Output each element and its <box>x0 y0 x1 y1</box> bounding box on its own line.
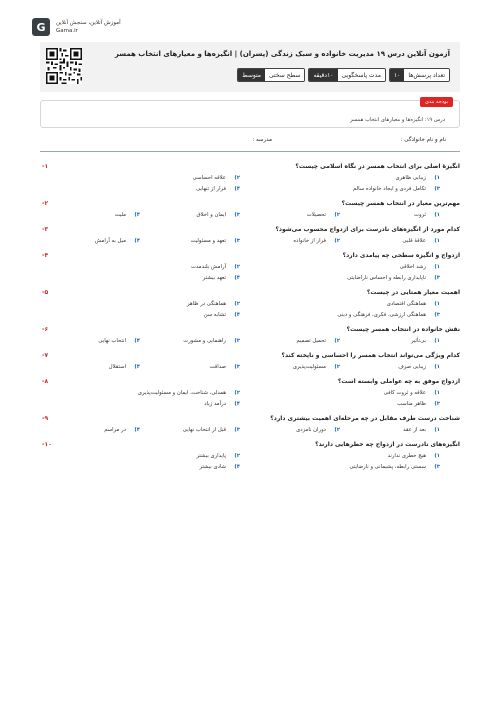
answer-option[interactable] <box>40 261 240 272</box>
brand[interactable] <box>32 18 121 36</box>
notice-badge: بودجه بندی <box>420 97 453 107</box>
option-number: ۱) <box>434 237 440 244</box>
meta-value: متوسط <box>238 69 265 81</box>
answer-option[interactable] <box>40 461 240 472</box>
question-line <box>40 323 460 335</box>
option-number: ۳) <box>234 337 240 344</box>
option-list <box>40 335 460 346</box>
school-label: مدرسه : <box>252 137 272 143</box>
question-text: کدام ویژگی می‌تواند انتخاب همسر را احساسی و ناپخته کند؟ <box>281 351 460 359</box>
meta-value: ۱۰دقیقه <box>309 69 337 81</box>
question-number: ۶- <box>42 325 49 333</box>
question-number: ۲- <box>42 199 49 207</box>
option-list <box>40 261 460 283</box>
answer-option[interactable] <box>40 172 240 183</box>
option-list <box>40 235 460 246</box>
option-number: ۲) <box>234 174 240 181</box>
option-number: ۴) <box>134 237 140 244</box>
brand-tagline: آموزش آنلاین، سنجش آنلاین <box>56 20 121 26</box>
option-text: صداقت <box>209 363 226 370</box>
meta-duration <box>308 68 385 82</box>
option-text: در مراسم <box>104 426 126 433</box>
meta-key: سطح سختی <box>265 69 304 81</box>
option-text: استقلال <box>108 363 126 370</box>
answer-option[interactable] <box>40 387 240 398</box>
gama-logo-icon: G <box>32 18 50 36</box>
answer-option[interactable] <box>240 461 440 472</box>
question-item <box>40 375 460 409</box>
answer-option[interactable] <box>40 361 140 372</box>
option-number: ۱) <box>434 263 440 270</box>
option-text: هماهنگی اقتصادی <box>386 300 426 307</box>
question-item <box>40 412 460 435</box>
question-number: ۱۰- <box>42 440 52 448</box>
question-line <box>40 286 460 298</box>
option-number: ۳) <box>434 463 440 470</box>
option-number: ۳) <box>234 363 240 370</box>
question-item <box>40 197 460 220</box>
option-number: ۴) <box>134 363 140 370</box>
question-text: ازدواج موفق به چه عواملی وابسته است؟ <box>337 377 460 385</box>
answer-option[interactable] <box>140 235 240 246</box>
option-text: دوران نامزدی <box>296 426 326 433</box>
option-number: ۲) <box>334 337 340 344</box>
question-text: شناخت درست طرف مقابل در چه مرحله‌ای اهمیت بیشتری دارد؟ <box>270 414 460 422</box>
option-text: ناپایداری رابطه و احساس ناراضایتی <box>347 274 426 281</box>
question-line <box>40 349 460 361</box>
answer-option[interactable] <box>240 424 340 435</box>
meta-key: تعداد پرسش‌ها <box>404 69 449 81</box>
option-number: ۲) <box>334 426 340 433</box>
option-text: علاقهٔ قلبی <box>402 237 426 244</box>
question-text: ازدواج و انگیزه‌ سطحی چه پیامدی دارد؟ <box>342 251 460 259</box>
question-item <box>40 160 460 194</box>
option-text: ملیت <box>114 211 126 218</box>
option-number: ۲) <box>334 237 340 244</box>
answer-option[interactable] <box>40 183 240 194</box>
question-item <box>40 286 460 320</box>
option-text: تشابه سن <box>203 311 226 318</box>
option-number: ۴) <box>134 211 140 218</box>
answer-option[interactable] <box>340 424 440 435</box>
answer-option[interactable] <box>40 424 140 435</box>
option-list <box>40 450 460 472</box>
question-text: اهمیت معیار همتایی در چیست؟ <box>366 288 460 296</box>
option-text: مسئولیت‌پذیری <box>292 363 326 370</box>
option-number: ۳) <box>234 426 240 433</box>
option-text: زیبایی صرف <box>398 363 426 370</box>
question-number: ۴- <box>42 251 49 259</box>
option-number: ۲) <box>234 300 240 307</box>
budget-notice <box>40 100 460 128</box>
meta-value: ۱۰ <box>390 69 404 81</box>
option-text: زیبایی ظاهری <box>395 174 426 181</box>
option-list <box>40 172 460 194</box>
answer-option[interactable] <box>240 398 440 409</box>
question-number: ۵- <box>42 288 49 296</box>
question-line <box>40 249 460 261</box>
option-text: رشد اخلاقی <box>399 263 426 270</box>
option-text: همدلی، شناخت، ایمان و مسئولیت‌پذیری <box>137 389 226 396</box>
option-list <box>40 298 460 320</box>
question-item <box>40 438 460 472</box>
option-text: آرامش بلندمدت <box>191 263 226 270</box>
answer-option[interactable] <box>240 450 440 461</box>
meta-question-count <box>389 68 450 82</box>
option-number: ۱) <box>434 389 440 396</box>
answer-option[interactable] <box>340 235 440 246</box>
student-name-label: نام و نام خانوادگی : <box>400 137 446 143</box>
option-number: ۳) <box>434 311 440 318</box>
option-text: فرار از تنهایی <box>196 185 226 192</box>
question-number: ۸- <box>42 377 49 385</box>
option-number: ۱) <box>434 337 440 344</box>
option-text: شادی بیشتر <box>199 463 226 470</box>
answer-option[interactable] <box>40 398 240 409</box>
answer-option[interactable] <box>140 335 240 346</box>
question-text: کدام مورد از انگیزه‌های نادرست برای ازدواج محسوب می‌شود؟ <box>275 225 460 233</box>
option-text: تحمیل تصمیم <box>296 337 326 344</box>
answer-option[interactable] <box>140 424 240 435</box>
answer-option[interactable] <box>240 298 440 309</box>
question-line <box>40 412 460 424</box>
answer-option[interactable] <box>240 361 340 372</box>
option-number: ۴) <box>234 185 240 192</box>
option-text: بعد از عقد <box>403 426 426 433</box>
question-number: ۹- <box>42 414 49 422</box>
question-number: ۳- <box>42 225 49 233</box>
answer-option[interactable] <box>240 335 340 346</box>
divider <box>40 151 460 152</box>
answer-option[interactable] <box>40 272 240 283</box>
question-item <box>40 223 460 246</box>
answer-option[interactable] <box>40 209 140 220</box>
answer-option[interactable] <box>40 450 240 461</box>
option-text: تحصیلات <box>306 211 326 218</box>
option-text: سستی رابطه، پشیمانی و نارضایتی <box>349 463 426 470</box>
option-number: ۳) <box>434 274 440 281</box>
option-number: ۴) <box>134 337 140 344</box>
option-number: ۳) <box>434 185 440 192</box>
option-number: ۱) <box>434 300 440 307</box>
option-text: تکامل فردی و ایجاد خانواده سالم <box>352 185 426 192</box>
option-text: تعهد بیشتر <box>202 274 226 281</box>
option-text: قبل از انتخاب نهایی <box>182 426 226 433</box>
answer-option[interactable] <box>240 172 440 183</box>
option-number: ۱) <box>434 452 440 459</box>
option-number: ۴) <box>134 426 140 433</box>
meta-difficulty <box>237 68 305 82</box>
exam-header <box>40 42 460 92</box>
question-list <box>40 160 460 475</box>
question-item <box>40 323 460 346</box>
option-text: علاقه احساسی <box>192 174 226 181</box>
answer-option[interactable] <box>140 209 240 220</box>
question-text: مهم‌ترین معیار در انتخاب همسر چیست؟ <box>341 199 460 207</box>
option-text: علاقه و ثروت کافی <box>383 389 426 396</box>
option-number: ۲) <box>334 363 340 370</box>
notice-text: درس ۱۹: انگیزه‌ها و معیارهای انتخاب همسر <box>350 117 445 123</box>
option-number: ۱) <box>434 363 440 370</box>
option-text: هیچ خطری ندارند <box>387 452 426 459</box>
question-text: انگیزه‌های نادرست در ازدواج چه خطرهایی دارند؟ <box>315 440 460 448</box>
option-text: هماهنگی ارزشی، فکری، فرهنگی و دینی <box>337 311 426 318</box>
option-text: ثروت <box>414 211 426 218</box>
meta-key: مدت پاسخگویی <box>338 69 385 81</box>
option-number: ۱) <box>434 211 440 218</box>
option-number: ۲) <box>234 452 240 459</box>
question-text: انگیزهٔ اصلی برای انتخاب همسر در نگاه اسلامی چیست؟ <box>295 162 460 170</box>
option-number: ۳) <box>434 400 440 407</box>
answer-option[interactable] <box>40 235 140 246</box>
option-number: ۱) <box>434 426 440 433</box>
answer-option[interactable] <box>240 261 440 272</box>
option-number: ۳) <box>234 211 240 218</box>
option-number: ۲) <box>334 211 340 218</box>
answer-option[interactable] <box>240 183 440 194</box>
answer-option[interactable] <box>340 209 440 220</box>
option-text: راهنمایی و مشورت <box>183 337 226 344</box>
option-text: ظاهر مناسب <box>397 400 426 407</box>
option-text: انتخاب نهایی <box>98 337 126 344</box>
option-text: پایداری بیشتر <box>196 452 226 459</box>
question-line <box>40 197 460 209</box>
option-text: فرار از خانواده <box>293 237 326 244</box>
question-number: ۱- <box>42 162 49 170</box>
exam-meta-badges <box>237 68 450 82</box>
option-text: میل به آرامش <box>94 237 126 244</box>
answer-option[interactable] <box>40 335 140 346</box>
question-item <box>40 349 460 372</box>
exam-title: آزمون آنلاین درس ۱۹ مدیریت خانواده و سبک زندگی (پسران) | انگیزه‌ها و معیارهای انتخاب همسر <box>114 50 450 58</box>
answer-option[interactable] <box>240 272 440 283</box>
brand-text <box>56 19 121 35</box>
answer-option[interactable] <box>40 309 240 320</box>
question-item <box>40 249 460 283</box>
option-list <box>40 209 460 220</box>
question-line <box>40 223 460 235</box>
option-number: ۳) <box>234 237 240 244</box>
question-number: ۷- <box>42 351 49 359</box>
option-text: بی‌تأثیر <box>411 337 426 344</box>
option-number: ۴) <box>234 400 240 407</box>
answer-option[interactable] <box>240 387 440 398</box>
option-text: هماهنگی در ظاهر <box>186 300 226 307</box>
question-line <box>40 375 460 387</box>
option-number: ۴) <box>234 463 240 470</box>
answer-option[interactable] <box>240 309 440 320</box>
option-text: تعهد و مسئولیت <box>190 237 226 244</box>
question-text: نقش خانواده در انتخاب همسر چیست؟ <box>346 325 460 333</box>
option-list <box>40 361 460 372</box>
brand-site: Gama.ir <box>56 28 78 34</box>
question-line <box>40 160 460 172</box>
option-number: ۱) <box>434 174 440 181</box>
answer-option[interactable] <box>40 298 240 309</box>
option-number: ۲) <box>234 263 240 270</box>
answer-option[interactable] <box>240 235 340 246</box>
option-number: ۲) <box>234 389 240 396</box>
option-list <box>40 387 460 409</box>
answer-option[interactable] <box>340 361 440 372</box>
qr-code-icon[interactable] <box>46 48 82 84</box>
answer-option[interactable] <box>240 209 340 220</box>
option-text: درآمد زیاد <box>204 400 226 407</box>
option-text: ایمان و اخلاق <box>196 211 226 218</box>
question-line <box>40 438 460 450</box>
option-list <box>40 424 460 435</box>
option-number: ۴) <box>234 274 240 281</box>
answer-option[interactable] <box>140 361 240 372</box>
option-number: ۴) <box>234 311 240 318</box>
answer-option[interactable] <box>340 335 440 346</box>
